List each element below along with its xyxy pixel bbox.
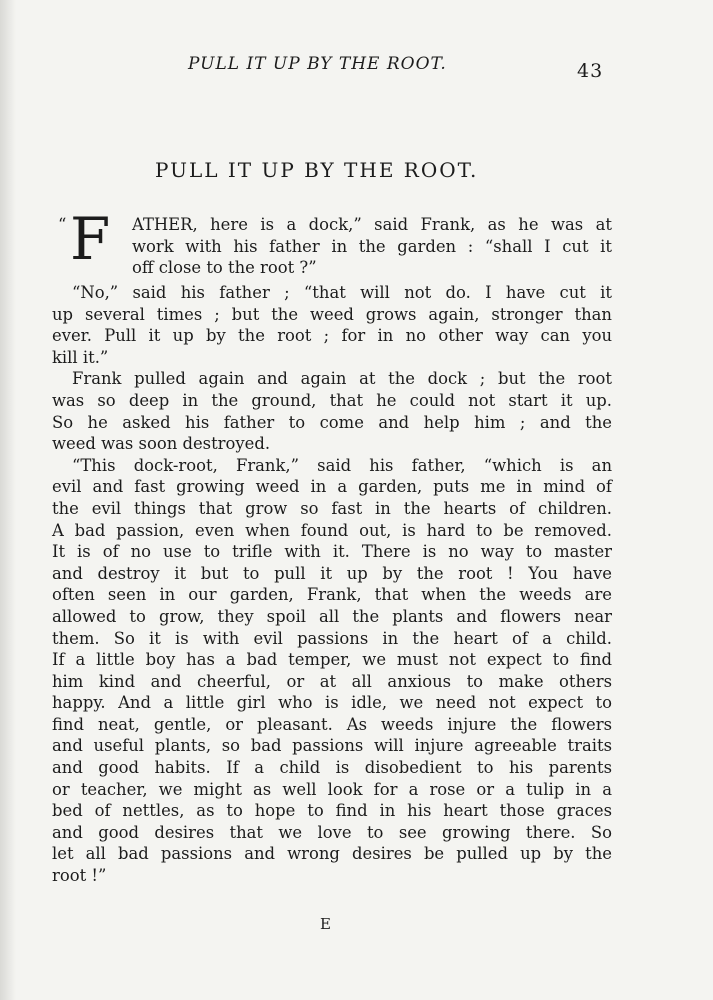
text-line: and good desires that we love to see growing there. So (52, 822, 612, 842)
text-line: kill it.” (52, 347, 109, 367)
text-line: happy. And a little girl who is idle, we need not expect to (52, 693, 612, 713)
first-paragraph (52, 205, 612, 282)
text-line: If a little boy has a bad temper, we must not expect to find (52, 650, 612, 670)
text-line: off close to the root ?” (132, 258, 317, 278)
text-line: A bad passion, even when found out, is hard to be removed. (52, 520, 612, 540)
text-line: Frank pulled again and again at the dock ; but the root (72, 369, 612, 389)
text-line: allowed to grow, they spoil all the plants and flowers near (52, 606, 612, 626)
text-line: root !” (52, 866, 107, 886)
chapter-title: PULL IT UP BY THE ROOT. (155, 158, 479, 182)
text-line: and useful plants, so bad passions will injure agreeable traits (52, 736, 612, 756)
text-line: ATHER, here is a dock,” said Frank, as he was at (132, 215, 612, 234)
drop-cap: F (70, 205, 111, 273)
text-line: often seen in our garden, Frank, that when the weeds are (52, 585, 612, 605)
text-line: or teacher, we might as well look for a rose or a tulip in a (52, 779, 612, 799)
text-line: and good habits. If a child is disobedient to his parents (52, 758, 612, 778)
text-line: them. So it is with evil passions in the heart of a child. (52, 628, 612, 648)
text-line: bed of nettles, as to hope to find in his heart those graces (52, 801, 612, 821)
text-line: “No,” said his father ; “that will not do. I have cut it (72, 283, 612, 302)
text-line: evil and fast growing weed in a garden, puts me in mind of (52, 477, 612, 497)
text-line: It is of no use to trifle with it. There is no way to master (52, 542, 612, 562)
text-line: him kind and cheerful, or at all anxious to make others (52, 671, 612, 691)
text-line: “This dock-root, Frank,” said his father, “which is an (72, 455, 612, 475)
body-text (52, 205, 612, 887)
text-line: ever. Pull it up by the root ; for in no other way can you (52, 326, 612, 346)
text-line: the evil things that grow so fast in the hearts of children. (52, 498, 612, 518)
text-line: and destroy it but to pull it up by the root ! You have (52, 563, 612, 583)
text-line: weed was soon destroyed. (52, 434, 271, 454)
text-line: was so deep in the ground, that he could not start it up. (52, 390, 612, 410)
text-line: So he asked his father to come and help him ; and the (52, 412, 612, 432)
text-line: let all bad passions and wrong desires be pulled up by the (52, 844, 612, 864)
signature-mark: E (320, 915, 332, 933)
text-line: work with his father in the garden : “shall I cut it (132, 236, 612, 256)
text-line: up several times ; but the weed grows again, stronger than (52, 304, 612, 324)
page-number: 43 (577, 60, 604, 82)
page-edge-shadow (0, 0, 16, 1000)
opening-quote-mark: “ (58, 215, 67, 234)
running-head: PULL IT UP BY THE ROOT. (188, 54, 447, 74)
text-line: find neat, gentle, or pleasant. As weeds injure the flowers (52, 714, 612, 734)
